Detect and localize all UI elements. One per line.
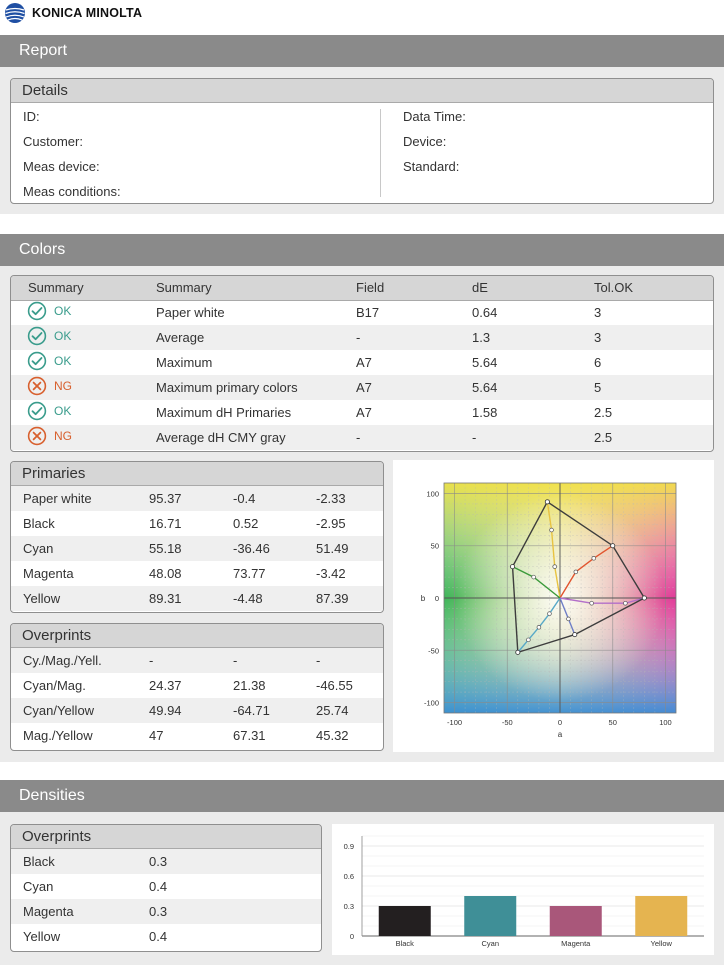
y-axis-label: b [420, 594, 426, 603]
x-tick-label: 50 [608, 718, 617, 727]
x-tick-label: -100 [447, 718, 463, 727]
bar-magenta [550, 906, 602, 936]
primaries-value-cell: 87.39 [304, 586, 383, 611]
color-overprints-value-cell: 24.37 [149, 678, 182, 693]
primaries-value-cell: 0.52 [233, 516, 259, 531]
summary-tol-cell: 2.5 [584, 425, 713, 450]
bar-category-label: Yellow [650, 939, 672, 948]
summary-col-header: Summary [11, 276, 146, 300]
color-overprints-row [11, 648, 383, 673]
density-label-cell: Yellow [23, 929, 61, 944]
primaries-panel-title: Primaries [11, 462, 383, 486]
bar-y-tick-label: 0 [349, 932, 354, 941]
y-tick-label: 100 [426, 489, 439, 499]
summary-col-header: dE [462, 276, 584, 300]
primaries-table [11, 486, 383, 611]
y-tick-label: 50 [430, 541, 439, 551]
details-label-standard: Standard: [403, 159, 460, 174]
color-overprints-value-cell: 47 [149, 728, 164, 743]
primaries-row [11, 536, 383, 561]
summary-field-cell: A7 [356, 355, 372, 370]
colors-section-header: Colors [0, 234, 724, 266]
primaries-value-cell: 16.71 [149, 516, 182, 531]
density-overprints-panel-title: Overprints [11, 825, 321, 849]
summary-status-cell [11, 375, 146, 400]
primaries-label-cell: Cyan [11, 536, 137, 561]
color-overprints-value-cell: - [304, 648, 383, 673]
color-overprints-value-cell: 67.31 [233, 728, 266, 743]
details-panel-title: Details [11, 79, 713, 103]
status-indicator [27, 326, 71, 346]
density-value-cell: 0.3 [137, 899, 321, 924]
bar-cyan [464, 896, 516, 936]
summary-row [11, 400, 713, 425]
details-panel [10, 78, 714, 204]
primaries-panel [10, 461, 384, 613]
details-label-data-time: Data Time: [403, 109, 466, 124]
density-label-cell: Black [11, 849, 137, 874]
bar-black [379, 906, 431, 936]
summary-de-cell: 5.64 [472, 355, 498, 370]
density-bar-chart [332, 824, 714, 955]
data-point-red [592, 556, 596, 560]
primaries-row [11, 486, 383, 511]
gamut-vertex [573, 632, 577, 636]
summary-tol-cell: 6 [594, 355, 602, 370]
y-tick-label: -50 [428, 646, 439, 656]
status-text: OK [54, 404, 72, 418]
status-indicator [27, 401, 71, 421]
color-overprints-panel [10, 623, 384, 751]
summary-de-cell: - [462, 425, 584, 450]
summary-panel [10, 275, 714, 452]
gamut-vertex [611, 544, 615, 548]
summary-col-header: Tol.OK [584, 276, 713, 300]
bar-category-label: Cyan [481, 939, 500, 948]
details-divider [380, 109, 381, 197]
primaries-label-cell: Black [23, 516, 55, 531]
color-overprints-row [11, 723, 383, 748]
color-overprints-value-cell: - [221, 648, 304, 673]
status-text: OK [54, 304, 72, 319]
logo-wordmark: KONICA MINOLTA [32, 6, 143, 20]
ok-check-icon [27, 351, 47, 371]
details-label-id: ID: [23, 109, 40, 124]
density-label-cell: Cyan [23, 879, 54, 894]
summary-field-cell: A7 [346, 375, 462, 400]
summary-row [11, 325, 713, 350]
data-point-yellow [553, 565, 557, 569]
details-label-meas-device: Meas device: [23, 159, 100, 174]
status-text: NG [54, 429, 72, 443]
density-value-cell: 0.4 [149, 929, 168, 944]
status-indicator [27, 351, 71, 371]
summary-row [11, 375, 713, 400]
ok-check-icon [27, 401, 47, 421]
summary-status-cell [11, 325, 146, 350]
summary-name-cell: Maximum [156, 355, 213, 370]
summary-name-cell: Average [146, 325, 346, 350]
details-grid [11, 103, 713, 203]
summary-tol-cell: 3 [584, 325, 713, 350]
data-point-cyan [548, 612, 552, 616]
density-row [11, 849, 321, 874]
summary-col-header: Field [346, 276, 462, 300]
data-point-magenta [590, 601, 594, 605]
primaries-value-cell: -2.33 [304, 486, 383, 511]
summary-field-cell: - [346, 325, 462, 350]
lab-gamut-chart [393, 460, 714, 752]
data-point-magenta [623, 601, 627, 605]
summary-name-cell: Paper white [156, 305, 225, 321]
density-row [11, 874, 321, 899]
summary-status-cell [11, 300, 146, 325]
summary-row [11, 300, 713, 325]
summary-de-cell: 0.64 [472, 305, 498, 321]
x-axis-label: a [557, 730, 563, 739]
density-value-cell: 0.4 [149, 879, 168, 894]
color-overprints-value-cell: 49.94 [137, 698, 221, 723]
y-tick-label: 0 [434, 594, 439, 603]
summary-status-cell [11, 400, 146, 425]
bar-yellow [635, 896, 687, 936]
color-overprints-value-cell: 45.32 [316, 728, 349, 743]
primaries-row [11, 586, 383, 611]
color-overprints-value-cell: -46.55 [316, 678, 353, 693]
color-overprints-value-cell: - [137, 648, 221, 673]
color-overprints-value-cell: 25.74 [304, 698, 383, 723]
primaries-label-cell: Paper white [11, 486, 137, 511]
summary-tol-cell: 2.5 [594, 405, 613, 420]
primaries-value-cell: 89.31 [137, 586, 221, 611]
color-overprints-panel-title: Overprints [11, 624, 383, 648]
gamut-vertex [545, 500, 549, 504]
data-point-blue [567, 617, 571, 621]
primaries-row [11, 511, 383, 536]
status-text: OK [54, 354, 72, 368]
details-label-customer: Customer: [23, 134, 83, 149]
density-row [11, 924, 321, 949]
primaries-value-cell: -36.46 [221, 536, 304, 561]
summary-field-cell: B17 [356, 305, 380, 321]
summary-field-cell: A7 [356, 405, 372, 420]
primaries-value-cell: -2.95 [316, 516, 346, 531]
primaries-value-cell: 48.08 [149, 566, 182, 581]
summary-header-row [11, 276, 713, 300]
densities-section-header: Densities [0, 780, 724, 812]
status-indicator [27, 301, 71, 321]
data-point-yellow [550, 528, 554, 532]
color-overprints-value-cell: -64.71 [221, 698, 304, 723]
ok-check-icon [27, 326, 47, 346]
x-tick-label: 0 [557, 718, 563, 727]
details-label-device: Device: [403, 134, 447, 149]
bar-y-tick-label: 0.6 [343, 872, 354, 881]
data-point-red [574, 570, 578, 574]
ok-check-icon [27, 301, 47, 321]
summary-status-cell [11, 350, 146, 375]
density-label-cell: Magenta [11, 899, 137, 924]
primaries-label-cell: Magenta [23, 566, 74, 581]
ng-cross-icon [27, 426, 47, 446]
status-indicator [27, 426, 72, 446]
summary-field-cell: - [346, 425, 462, 450]
color-overprints-row [11, 673, 383, 698]
status-indicator [27, 376, 72, 396]
color-overprints-table [11, 648, 383, 748]
summary-col-header: Summary [146, 276, 346, 300]
summary-de-cell: 1.58 [472, 405, 498, 420]
status-text: NG [54, 379, 72, 393]
primaries-value-cell: 73.77 [233, 566, 266, 581]
color-overprints-label-cell: Cyan/Mag. [23, 678, 86, 693]
bar-y-tick-label: 0.3 [343, 902, 354, 911]
gamut-vertex [642, 596, 646, 600]
ng-cross-icon [27, 376, 47, 396]
data-point-green [532, 575, 536, 579]
summary-tol-cell: 5 [584, 375, 713, 400]
summary-row [11, 425, 713, 450]
density-row [11, 899, 321, 924]
data-point-cyan [526, 638, 530, 642]
primaries-label-cell: Yellow [11, 586, 137, 611]
summary-name-cell: Average dH CMY gray [146, 425, 346, 450]
lab-plot-area [421, 483, 676, 739]
report-section-header: Report [0, 35, 724, 67]
konica-minolta-logo [4, 3, 142, 23]
x-tick-label: 100 [659, 718, 672, 727]
lab-gamut-chart-panel [393, 460, 714, 752]
data-point-cyan [537, 625, 541, 629]
color-overprints-label-cell: Mag./Yellow [23, 728, 93, 743]
bar-category-label: Black [395, 939, 414, 948]
density-overprints-panel [10, 824, 322, 952]
primaries-row [11, 561, 383, 586]
globe-logo-icon [4, 2, 26, 24]
density-table [11, 849, 321, 949]
summary-name-cell: Maximum primary colors [146, 375, 346, 400]
primaries-value-cell: -3.42 [316, 566, 346, 581]
y-tick-label: -100 [423, 698, 439, 708]
summary-name-cell: Maximum dH Primaries [156, 405, 292, 420]
bar-y-tick-label: 0.9 [343, 842, 354, 851]
summary-de-cell: 5.64 [462, 375, 584, 400]
color-overprints-row [11, 698, 383, 723]
summary-tol-cell: 3 [594, 305, 602, 321]
details-label-meas-conditions: Meas conditions: [23, 184, 121, 199]
color-overprints-label-cell: Cyan/Yellow [11, 698, 137, 723]
color-overprints-label-cell: Cy./Mag./Yell. [11, 648, 137, 673]
summary-row [11, 350, 713, 375]
summary-de-cell: 1.3 [462, 325, 584, 350]
bar-category-label: Magenta [561, 939, 591, 948]
primaries-value-cell: 51.49 [304, 536, 383, 561]
primaries-value-cell: 95.37 [137, 486, 221, 511]
density-bar-chart-panel [332, 824, 714, 955]
primaries-value-cell: 55.18 [137, 536, 221, 561]
x-tick-label: -50 [501, 718, 513, 727]
primaries-value-cell: -0.4 [221, 486, 304, 511]
summary-status-cell [11, 425, 146, 450]
primaries-value-cell: -4.48 [221, 586, 304, 611]
density-value-cell: 0.3 [137, 849, 321, 874]
gamut-vertex [516, 650, 520, 654]
color-overprints-value-cell: 21.38 [233, 678, 266, 693]
status-text: OK [54, 329, 72, 343]
summary-table [11, 276, 713, 450]
gamut-vertex [510, 565, 514, 569]
